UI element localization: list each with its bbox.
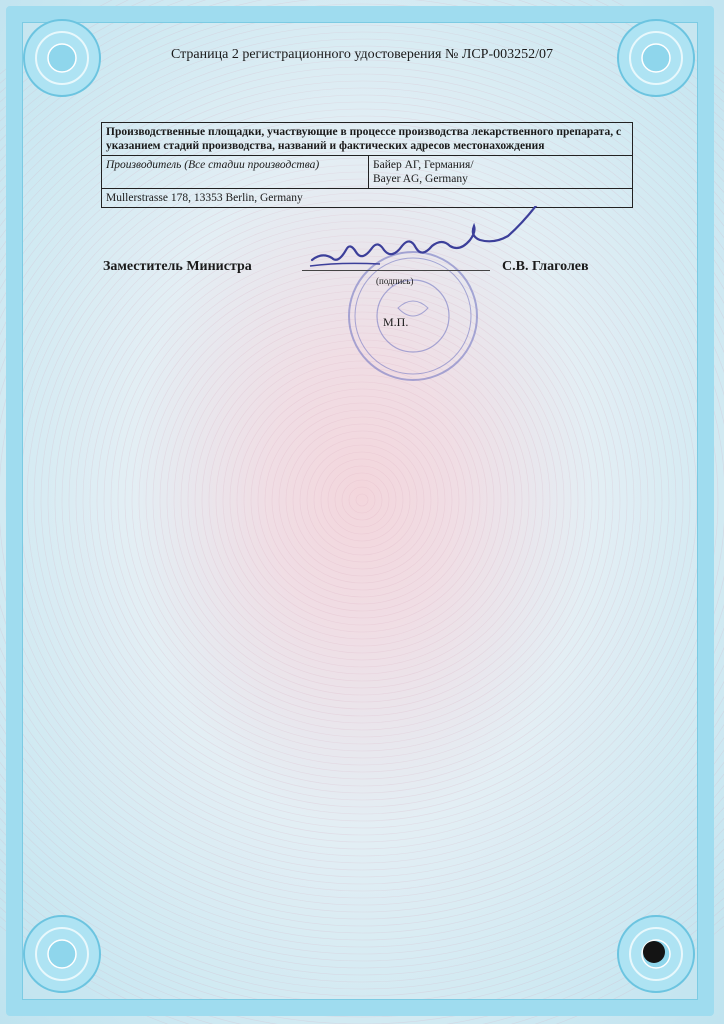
manufacturer-name	[369, 156, 633, 189]
page-title: Страница 2 регистрационного удостоверения № ЛСР-003252/07	[170, 47, 554, 62]
seal-caption: М.П.	[383, 315, 409, 329]
manufacturer-address: Mullerstrasse 178, 13353 Berlin, Germany	[102, 189, 633, 208]
signatory-name: С.В. Глаголев	[502, 259, 589, 274]
company-name-en: Bayer AG, Germany	[373, 173, 468, 185]
signatory-position: Заместитель Министра	[103, 259, 252, 274]
signature-caption: (подпись)	[376, 276, 414, 286]
punch-hole	[643, 941, 665, 963]
table-heading: Производственные площадки, участвующие в процессе производства лекарственного препарата, с указанием стадий производства, названий и фактических адресов местонахождения	[102, 123, 633, 156]
table-row	[102, 156, 633, 189]
production-sites-table	[101, 122, 633, 208]
table-row	[102, 189, 633, 208]
manufacturer-role: Производитель (Все стадии производства)	[102, 156, 369, 189]
corner-ornament-icon	[18, 910, 106, 998]
company-name-ru: Байер АГ, Германия/	[373, 159, 474, 171]
table-row	[102, 123, 633, 156]
